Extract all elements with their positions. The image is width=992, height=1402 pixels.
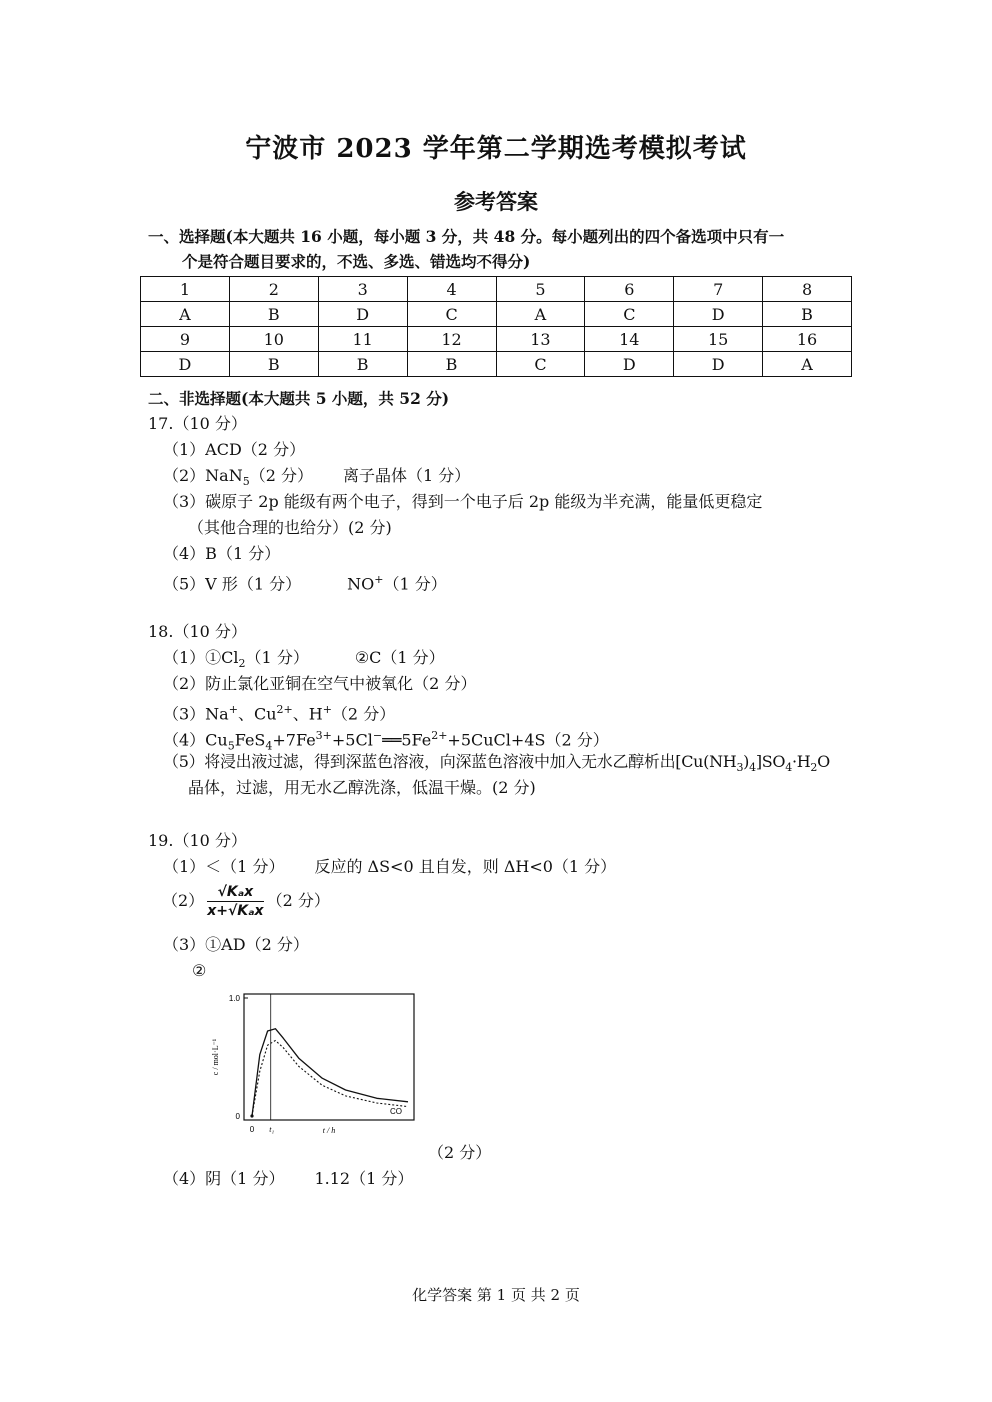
q18-heading: 18.（10 分） — [148, 622, 247, 641]
answer-table-cell: A — [496, 302, 585, 327]
answer-table-row — [141, 352, 852, 377]
answer-table-row — [141, 302, 852, 327]
chart-frame — [244, 994, 414, 1120]
answer-table-cell: 4 — [407, 277, 496, 302]
answer-table-cell: D — [674, 302, 763, 327]
chart-y-label: c / mol·L⁻¹ — [211, 1038, 220, 1076]
fraction: $\frac{\text{√Kₐx}}{\text{x+√Kₐx}}$ — [207, 884, 264, 919]
answer-table-cell: C — [585, 302, 674, 327]
chart-y-tick-label: 0 — [235, 1112, 240, 1121]
answer-table-cell: D — [318, 302, 407, 327]
q18-answer-2: （2）防止氯化亚铜在空气中被氧化（2 分） — [163, 674, 477, 693]
answer-table-cell: 12 — [407, 327, 496, 352]
answer-table-cell: B — [763, 302, 852, 327]
chart-x-tick-label: 0 — [249, 1125, 255, 1134]
chart-series-line — [252, 1041, 408, 1117]
answer-table-cell: 8 — [763, 277, 852, 302]
q17-answer-4: （4）B（1 分） — [163, 544, 281, 563]
q19-answer-3b-score: （2 分） — [428, 1143, 492, 1162]
answer-table-cell: 1 — [141, 277, 230, 302]
q17-answer-2b: 离子晶体（1 分） — [343, 466, 471, 485]
answer-table-cell: D — [585, 352, 674, 377]
section1-heading-cont: 个是符合题目要求的，不选、多选、错选均不得分) — [182, 252, 531, 271]
concentration-time-chart — [204, 980, 422, 1136]
answer-table-cell: 3 — [318, 277, 407, 302]
answer-table — [140, 276, 852, 377]
q19-heading: 19.（10 分） — [148, 831, 247, 850]
q18-answer-5: （5）将浸出液过滤，得到深蓝色溶液，向深蓝色溶液中加入无水乙醇析出$[Cu(NH_3)_4]SO_4\cdot H_2O$ — [163, 752, 830, 775]
answer-table-cell: B — [229, 352, 318, 377]
answer-table-cell: B — [229, 302, 318, 327]
answer-table-cell: B — [318, 352, 407, 377]
q19-answer-4: （4）阴（1 分） 1.12（1 分） — [163, 1169, 414, 1188]
document-subtitle: 参考答案 — [454, 189, 538, 214]
q17-answer-2: （2）NaN$_5$（2 分） 离子晶体（1 分） — [163, 466, 471, 489]
answer-table-cell: B — [407, 352, 496, 377]
document-title: 宁波市 2023 学年第二学期选考模拟考试 — [245, 134, 747, 164]
answer-table-row — [141, 327, 852, 352]
chart-x-label: t / h — [322, 1126, 336, 1135]
answer-table-cell: 10 — [229, 327, 318, 352]
q18-answer-3: （3）Na+、$Cu^{2+}$、H+（2 分） — [163, 703, 396, 724]
q18-answer-1: $(1)①Cl_2(1$ 分） ②C（1 分） — [163, 648, 445, 671]
answer-table-cell: 2 — [229, 277, 318, 302]
q17-heading: 17.（10 分） — [148, 414, 247, 433]
answer-table-cell: C — [407, 302, 496, 327]
q19-answer-3b-marker: ② — [192, 961, 207, 980]
answer-table-cell: 5 — [496, 277, 585, 302]
q19-answer-2: （2） $\frac{\text{√Kₐx}}{\text{x+√Kₐx}}$ （2 分） — [162, 884, 330, 919]
answer-table-cell: 13 — [496, 327, 585, 352]
q17-answer-3-cont: （其他合理的也给分）(2 分) — [188, 518, 392, 537]
answer-table-cell: A — [141, 302, 230, 327]
chart-y-tick-label: 1.0 — [228, 994, 240, 1003]
answer-table-cell: D — [674, 352, 763, 377]
section2-heading: 二、非选择题(本大题共 5 小题，共 52 分) — [148, 389, 450, 408]
q18-answer-4: $(4)Cu_5FeS_4+7Fe^{3+}+5Cl^-══5Fe^{2+}+5CuCl+4S(2$ 分） — [163, 729, 609, 753]
answer-table-cell: C — [496, 352, 585, 377]
answer-table-row — [141, 277, 852, 302]
answer-table-cell: 11 — [318, 327, 407, 352]
chart-series-line — [252, 1029, 408, 1116]
answer-table-cell: 7 — [674, 277, 763, 302]
chart-origin-point — [250, 1114, 253, 1117]
section1-heading: 一、选择题(本大题共 16 小题，每小题 3 分，共 48 分。每小题列出的四个备选项中只有一 — [148, 227, 785, 246]
q19-answer-1: （1）＜（1 分） 反应的 ΔS<0 且自发，则 ΔH<0（1 分） — [163, 857, 617, 876]
chart-annotation: CO — [390, 1107, 402, 1116]
chart-x-tick-label: t₁ — [269, 1125, 275, 1134]
answer-table-cell: A — [763, 352, 852, 377]
q17-answer-5: （5）V 形（1 分） NO+（1 分） — [163, 573, 447, 594]
answer-table-cell: 9 — [141, 327, 230, 352]
page-footer: 化学答案 第 1 页 共 2 页 — [412, 1286, 580, 1304]
q17-answer-3: （3）碳原子 2p 能级有两个电子，得到一个电子后 2p 能级为半充满，能量低更稳定 — [163, 492, 763, 511]
q17-answer-1: （1）ACD（2 分） — [163, 440, 306, 459]
answer-table-cell: D — [141, 352, 230, 377]
answer-table-cell: 15 — [674, 327, 763, 352]
q19-answer-3: （3）①AD（2 分） — [163, 935, 309, 954]
q18-answer-5-cont: 晶体，过滤，用无水乙醇洗涤，低温干燥。(2 分) — [188, 778, 536, 797]
answer-table-cell: 16 — [763, 327, 852, 352]
answer-table-cell: 14 — [585, 327, 674, 352]
answer-table-cell: 6 — [585, 277, 674, 302]
